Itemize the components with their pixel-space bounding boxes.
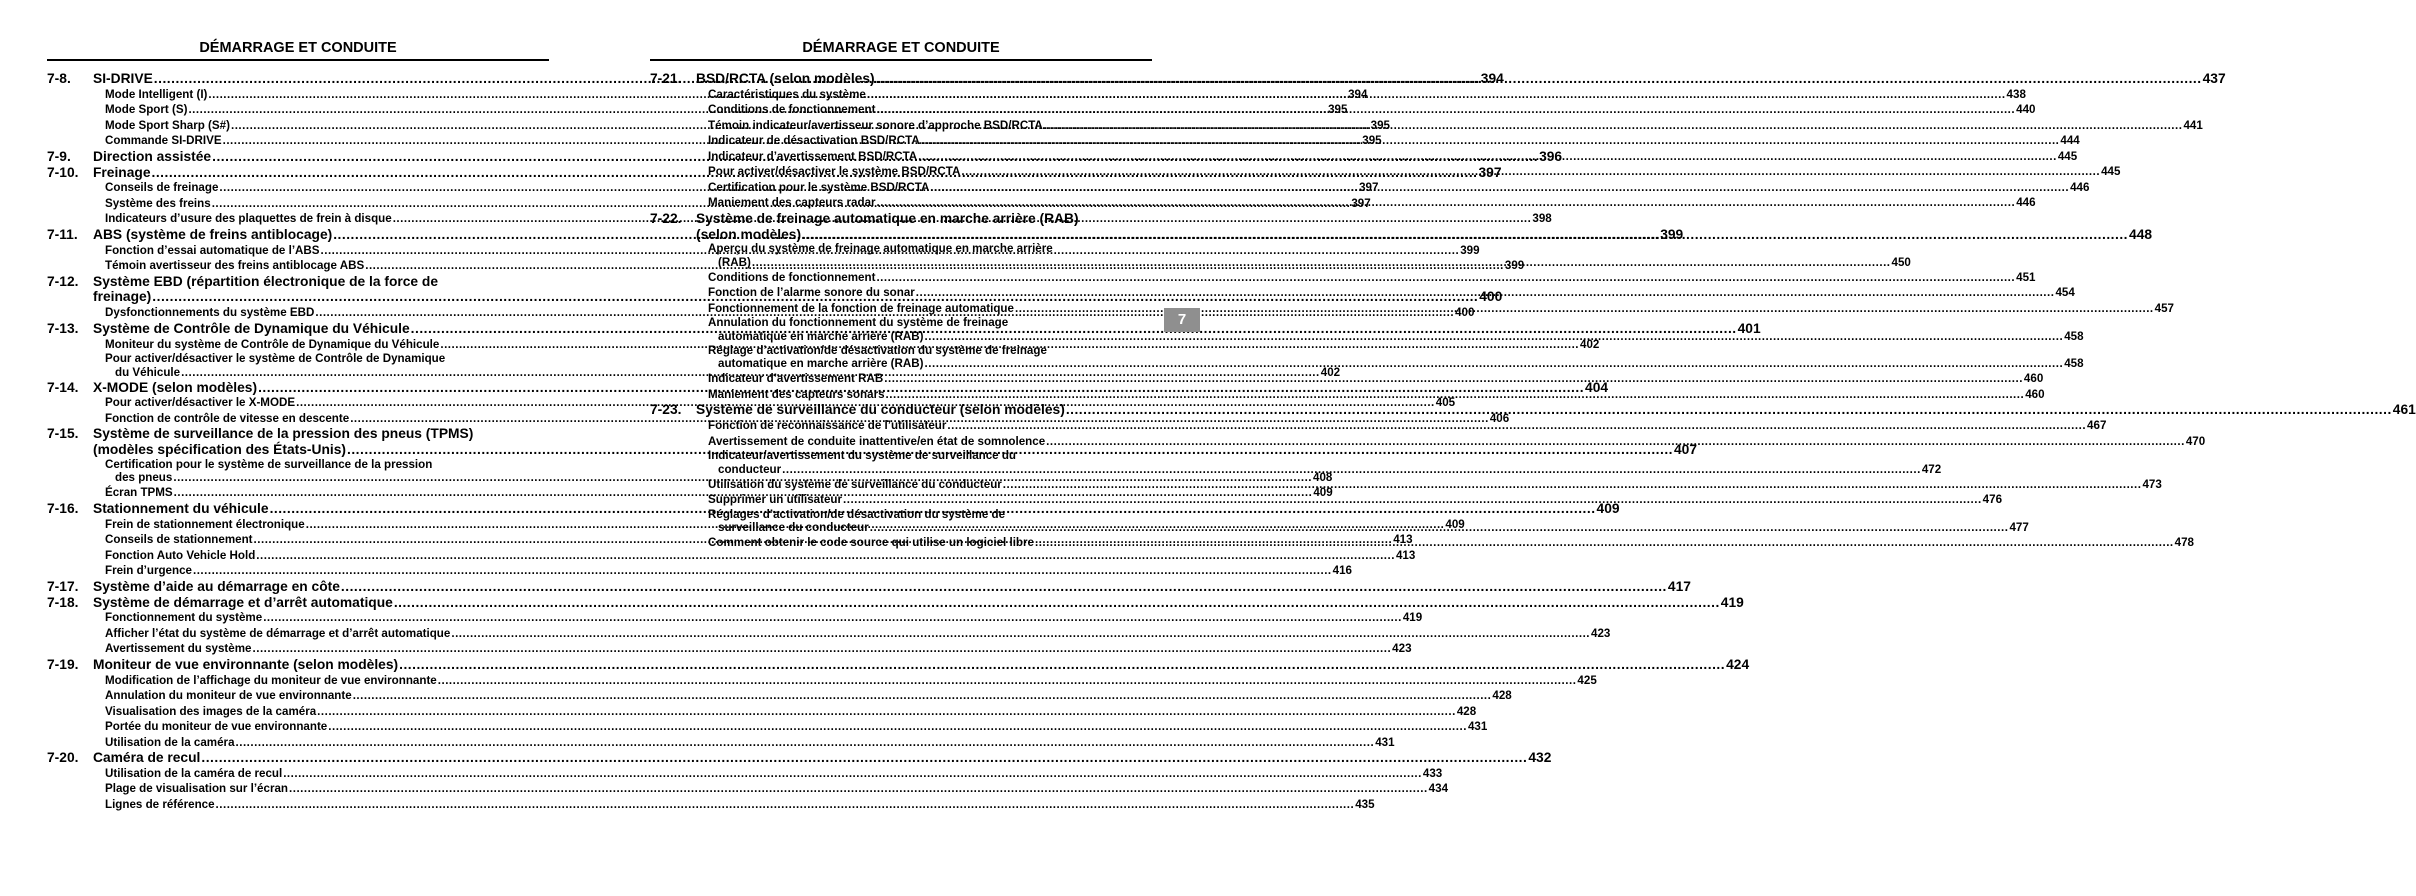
subsection-title-line: Pour activer/désactiver le système de Contrôle de Dynamique <box>105 352 446 366</box>
page-number: 431 <box>1467 720 1488 734</box>
page-number: 413 <box>1395 548 1416 562</box>
entry-title: Visualisation des images de la caméra <box>105 704 317 718</box>
entry-title: Maniement des capteurs radar <box>708 196 876 210</box>
leader-dots <box>289 781 1428 797</box>
subsection-entry[interactable] <box>47 704 1477 720</box>
leader-dots <box>394 595 1720 611</box>
section-title: Direction assistée <box>93 148 212 164</box>
leader-dots <box>876 270 2015 286</box>
entry-title: Modification de l’affichage du moniteur de vue environnante <box>105 673 437 687</box>
page-number: 419 <box>1720 594 1744 610</box>
leader-dots <box>870 521 2009 535</box>
entry-title: Pour activer/désactiver le système BSD/RCTA <box>708 165 961 179</box>
chapter-tab[interactable]: 7 <box>1164 308 1200 332</box>
entry-title: Avertissement de conduite inattentive/en état de somnolence <box>708 434 1046 448</box>
section-title: Système de Contrôle de Dynamique du Véhicule <box>93 320 410 336</box>
subsection-entry[interactable] <box>47 673 1597 689</box>
entry-title: Utilisation du système de surveillance du conducteur <box>708 477 1002 491</box>
page-number: 399 <box>1504 259 1525 273</box>
leader-dots <box>802 227 2128 243</box>
entry-title: Certification pour le système BSD/RCTA <box>708 180 930 194</box>
leader-dots <box>216 797 1355 813</box>
page-number: 428 <box>1492 689 1512 703</box>
section-title: ABS (système de freins antiblocage) <box>93 226 333 242</box>
entry-title: Lignes de référence <box>105 797 215 811</box>
leader-dots <box>916 285 2055 301</box>
entry-title: Fonctionnement du système <box>105 611 263 625</box>
page-number: 458 <box>2064 329 2084 343</box>
page-number: 448 <box>2129 226 2153 242</box>
page-number: 423 <box>1591 626 1611 640</box>
page-number: 432 <box>1528 750 1552 766</box>
entry-title: des pneus <box>115 471 173 485</box>
page-number: 394 <box>1480 71 1504 86</box>
page-number: 428 <box>1456 704 1477 718</box>
leader-dots <box>843 492 1982 508</box>
entry-title: Indicateurs d’usure des plaquettes de frein à disque <box>105 212 392 226</box>
page-number: 458 <box>2064 357 2084 371</box>
subsection-entry[interactable] <box>47 563 1352 579</box>
subsection-entry[interactable] <box>47 548 1416 564</box>
page-number: 413 <box>1393 533 1413 547</box>
toc-line[interactable] <box>708 357 2084 371</box>
leader-dots <box>877 195 2016 211</box>
entry-title: freinage) <box>93 289 152 305</box>
page-number: 423 <box>1392 642 1412 656</box>
page-number: 451 <box>2016 270 2036 284</box>
page-number: 401 <box>1737 320 1761 336</box>
entry-title: Indicateur d’avertissement BSD/RCTA <box>708 149 918 163</box>
section-title: Moniteur de vue environnante (selon modèles) <box>93 656 399 672</box>
entry-title: conducteur <box>718 462 782 476</box>
subsection-entry[interactable] <box>47 688 1512 704</box>
entry-title: automatique en marche arrière (RAB) <box>718 329 924 343</box>
page-number: 438 <box>2006 87 2026 101</box>
entry-title: Système des freins <box>105 196 211 210</box>
page-number: 395 <box>1328 103 1348 117</box>
section-entry[interactable] <box>47 578 1691 595</box>
leader-dots <box>1066 402 2392 418</box>
section-number: 7-8. <box>47 71 71 86</box>
section-title: Système de démarrage et d’arrêt automatique <box>93 594 393 610</box>
leader-dots <box>930 180 2069 196</box>
page-number: 397 <box>1351 196 1371 210</box>
leader-dots <box>1046 434 2185 450</box>
page-number: 399 <box>1460 243 1480 257</box>
leader-dots <box>399 657 1725 673</box>
leader-dots <box>884 371 2023 387</box>
entry-title: Avertissement du système <box>105 642 252 656</box>
section-title: Caméra de recul <box>93 750 201 766</box>
leader-dots <box>438 673 1577 689</box>
entry-title: Conseils de stationnement <box>105 533 253 547</box>
page-number: 441 <box>2183 118 2203 132</box>
subsection-entry[interactable] <box>47 610 1423 626</box>
page-number: 409 <box>1313 486 1333 500</box>
leader-dots <box>1035 535 2174 551</box>
leader-dots <box>283 766 1422 782</box>
page-number: 450 <box>1891 255 1911 269</box>
leader-dots <box>263 610 1402 626</box>
entry-title: Conditions de fonctionnement <box>708 270 876 284</box>
entry-title: Utilisation de la caméra de recul <box>105 766 283 780</box>
section-number: 7-9. <box>47 148 71 164</box>
subsection-entry[interactable] <box>47 781 1449 797</box>
page-number: 446 <box>2070 180 2090 194</box>
page-number: 409 <box>1445 517 1465 531</box>
leader-dots <box>1003 477 2142 493</box>
page-number: 440 <box>2016 103 2036 117</box>
subsection-entry[interactable] <box>47 797 1375 813</box>
page-number: 400 <box>1455 306 1475 320</box>
page-number: 399 <box>1660 226 1684 242</box>
section-entry[interactable] <box>47 656 1750 673</box>
section-number: 7-19. <box>47 656 79 672</box>
page-number: 400 <box>1479 289 1503 305</box>
section-number: 7-20. <box>47 750 79 766</box>
entry-title: Supprimer un utilisateur <box>708 493 842 507</box>
page-number: 444 <box>2060 134 2080 148</box>
leader-dots <box>886 387 2025 403</box>
section-number: 7-18. <box>47 594 79 610</box>
section-entry[interactable] <box>47 750 1552 766</box>
leader-dots <box>193 563 1332 579</box>
entry-title: Indicateur de désactivation BSD/RCTA <box>708 134 920 148</box>
page-number: 395 <box>1370 118 1390 132</box>
subsection-title-line: Indicateur/avertissement du système de surveillance du <box>708 449 1017 463</box>
section-number: 7-21. <box>650 71 682 86</box>
section-number: 7-17. <box>47 578 79 594</box>
section-number: 7-11. <box>47 226 78 242</box>
page-number: 473 <box>2142 477 2162 491</box>
page-number: 431 <box>1375 735 1395 749</box>
section-entry[interactable] <box>47 594 1744 611</box>
page-number: 409 <box>1596 500 1620 516</box>
page-number: 405 <box>1435 396 1456 410</box>
entry-title: Conditions de fonctionnement <box>708 103 876 117</box>
section-number: 7-12. <box>47 273 79 289</box>
page-number: 445 <box>2057 149 2078 163</box>
page-number: 470 <box>2185 434 2206 448</box>
leader-dots <box>236 735 1375 751</box>
section-number: 7-23. <box>650 402 682 418</box>
page-header: DÉMARRAGE ET CONDUITE <box>47 40 549 61</box>
subsection-entry[interactable] <box>47 641 1412 657</box>
leader-dots <box>876 102 2015 118</box>
page-number: 419 <box>1402 611 1423 625</box>
page-number: 397 <box>1359 181 1379 195</box>
subsection-title-line: Réglages d’activation/de désactivation du système de <box>708 507 1006 521</box>
entry-title: Utilisation de la caméra <box>105 735 235 749</box>
page-number: 407 <box>1673 442 1698 458</box>
subsection-entry[interactable] <box>47 626 1611 642</box>
page-number: 424 <box>1726 656 1750 672</box>
entry-title: (selon modèles) <box>696 226 802 242</box>
entry-title: automatique en marche arrière (RAB) <box>718 357 924 371</box>
entry-title: Indicateur d’avertissement RAB <box>708 372 884 386</box>
subsection-entry[interactable] <box>47 766 1443 782</box>
page-number: 402 <box>1580 337 1600 351</box>
page-number: 435 <box>1355 797 1375 811</box>
leader-dots <box>353 688 1492 704</box>
entry-title: Portée du moniteur de vue environnante <box>105 720 328 734</box>
subsection-entry[interactable] <box>650 270 2036 286</box>
page-number: 472 <box>1921 462 1942 476</box>
leader-dots <box>925 357 2064 371</box>
subsection-entry[interactable] <box>47 719 1488 735</box>
page-number: 408 <box>1313 471 1333 485</box>
page-number: 437 <box>2202 71 2226 86</box>
subsection-title-line: Réglage d’activation/de désactivation du système de freinage <box>708 343 1047 357</box>
leader-dots <box>451 626 1590 642</box>
page-number: 395 <box>1362 134 1382 148</box>
entry-title: Frein d’urgence <box>105 564 192 578</box>
entry-title: Frein de stationnement électronique <box>105 517 305 531</box>
section-number: 7-13. <box>47 320 79 336</box>
entry-title: Dysfonctionnements du système EBD <box>105 306 315 320</box>
entry-title: Moniteur du système de Contrôle de Dynamique du Véhicule <box>105 337 440 351</box>
page-number: 397 <box>1478 164 1502 180</box>
section-title-line: Système EBD (répartition électronique de la force de <box>93 273 439 289</box>
entry-title: Mode Sport (S) <box>105 103 188 117</box>
entry-title: Comment obtenir le code source qui utilise un logiciel libre <box>708 536 1034 550</box>
leader-dots <box>317 704 1456 720</box>
page-number: 398 <box>1532 212 1552 226</box>
page-number: 467 <box>2087 419 2107 433</box>
section-number: 7-22. <box>650 210 682 226</box>
entry-title: (RAB) <box>718 255 751 269</box>
page-number: 477 <box>2009 521 2029 535</box>
entry-title: Témoin indicateur/avertisseur sonore d’approche BSD/RCTA <box>708 118 1043 132</box>
leader-dots <box>947 418 2086 434</box>
page-number: 478 <box>2174 536 2194 550</box>
page-number: 425 <box>1577 673 1597 687</box>
entry-title: Fonction d’essai automatique de l’ABS <box>105 243 320 257</box>
entry-title: Pour activer/désactiver le X-MODE <box>105 396 296 410</box>
page-number: 445 <box>2101 165 2121 179</box>
section-number: 7-10. <box>47 164 79 180</box>
entry-title: Plage de visualisation sur l’écran <box>105 782 288 796</box>
subsection-title-line: Annulation du fonctionnement du système de freinage <box>708 316 1009 330</box>
leader-dots <box>867 87 2006 103</box>
section-title-line: Système de surveillance de la pression des pneus (TPMS) <box>93 426 474 442</box>
page-number: 417 <box>1667 578 1691 594</box>
leader-dots <box>961 164 2100 180</box>
page-number: 446 <box>2016 196 2036 210</box>
page-number: 434 <box>1428 782 1449 796</box>
toc-line[interactable] <box>708 462 1942 477</box>
page-header: DÉMARRAGE ET CONDUITE <box>650 40 1152 61</box>
entry-title: Mode Sport Sharp (S#) <box>105 118 230 132</box>
section-number: 7-16. <box>47 500 79 516</box>
page-number: 416 <box>1332 564 1352 578</box>
page-number: 460 <box>2023 372 2044 386</box>
leader-dots <box>925 330 2064 344</box>
section-title: SI-DRIVE <box>93 71 153 86</box>
section-title: Système de surveillance du conducteur (selon modèles) <box>696 402 1065 418</box>
section-title-line: Système de freinage automatique en marche arrière (RAB) <box>696 210 1079 226</box>
page-number: 460 <box>2025 387 2045 401</box>
section-title: X-MODE (selon modèles) <box>93 379 258 395</box>
leader-dots <box>1044 118 2183 134</box>
section-title: BSD/RCTA (selon modèles) <box>696 71 875 86</box>
leader-dots <box>918 149 2057 165</box>
page-number: 402 <box>1320 365 1341 379</box>
entry-title: Maniement des capteurs sonars <box>708 387 885 401</box>
page-number: 461 <box>2392 402 2416 418</box>
entry-title: Écran TPMS <box>105 486 173 500</box>
section-title: Stationnement du véhicule <box>93 500 269 516</box>
entry-title: Annulation du moniteur de vue environnante <box>105 689 352 703</box>
page-number: 457 <box>2154 301 2174 315</box>
subsection-title-line: Certification pour le système de surveillance de la pression <box>105 457 433 471</box>
entry-title: Fonction de l’alarme sonore du sonar <box>708 286 915 300</box>
entry-title: du Véhicule <box>115 365 181 379</box>
entry-title: Caractéristiques du système <box>708 87 866 101</box>
entry-title: (modèles spécification des États-Unis) <box>93 442 347 458</box>
entry-title: Commande SI-DRIVE <box>105 134 222 148</box>
leader-dots <box>341 579 1667 595</box>
entry-title: Fonction de reconnaissance de l’utilisateur <box>708 419 947 433</box>
page-number: 476 <box>1982 493 2003 507</box>
leader-dots <box>328 719 1467 735</box>
entry-title: Fonction de contrôle de vitesse en descente <box>105 411 350 425</box>
leader-dots <box>752 256 1891 270</box>
page-number: 396 <box>1539 148 1563 164</box>
leader-dots <box>782 463 1921 477</box>
section-title: Freinage <box>93 164 151 180</box>
leader-dots <box>201 750 1527 766</box>
entry-title: Conseils de freinage <box>105 181 219 195</box>
entry-title: surveillance du conducteur <box>718 521 869 535</box>
entry-title: Fonction Auto Vehicle Hold <box>105 548 256 562</box>
entry-title: Témoin avertisseur des freins antiblocage ABS <box>105 259 365 273</box>
leader-dots <box>253 641 1392 657</box>
page-number: 454 <box>2055 286 2075 300</box>
entry-title: Fonctionnement de la fonction de freinage automatique <box>708 301 1014 315</box>
page-number: 433 <box>1422 766 1443 780</box>
section-title: Système d’aide au démarrage en côte <box>93 578 340 594</box>
page-number: 394 <box>1348 87 1368 101</box>
subsection-title-line: Aperçu du système de freinage automatique en marche arrière <box>708 242 1053 256</box>
page-number: 404 <box>1585 379 1609 395</box>
section-number: 7-14. <box>47 379 79 395</box>
page-number: 406 <box>1489 411 1510 425</box>
entry-title: Mode Intelligent (I) <box>105 87 208 101</box>
entry-title: Afficher l’état du système de démarrage et d’arrêt automatique <box>105 626 451 640</box>
leader-dots <box>876 71 2202 87</box>
subsection-entry[interactable] <box>47 735 1395 751</box>
section-number: 7-15. <box>47 426 79 442</box>
leader-dots <box>921 133 2060 149</box>
